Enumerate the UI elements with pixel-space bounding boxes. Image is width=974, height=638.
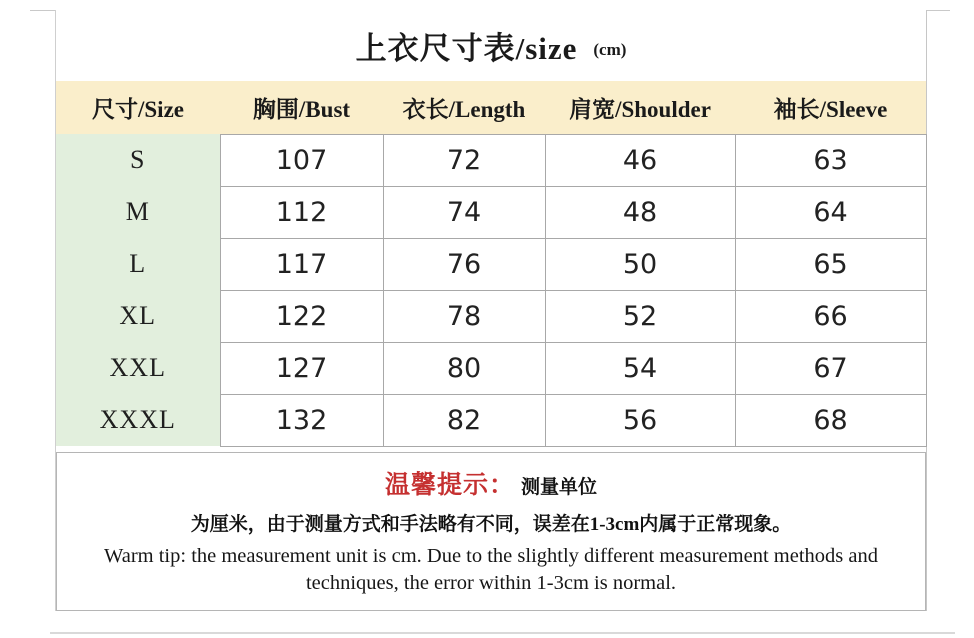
- size-table-header: [56, 81, 926, 134]
- bust-value: 127: [220, 342, 383, 394]
- sleeve-value: 64: [735, 186, 926, 238]
- sleeve-value: 68: [735, 394, 926, 446]
- warm-tip-zh-lead: 测量单位: [521, 476, 598, 498]
- size-table: [56, 81, 927, 447]
- shoulder-value: 50: [545, 238, 735, 290]
- length-value: 80: [383, 342, 545, 394]
- table-row: [56, 134, 926, 186]
- header-length: 衣长/Length: [383, 81, 545, 134]
- header-bust: 胸围/Bust: [220, 81, 383, 134]
- warm-tip-zh-body: 为厘米，由于测量方式和手法略有不同，误差在1-3cm内属于正常现象。: [190, 513, 792, 535]
- bust-value: 117: [220, 238, 383, 290]
- size-label: M: [56, 186, 220, 238]
- header-row: [56, 81, 926, 134]
- warm-tip-heading: [75, 465, 907, 501]
- sleeve-value: 67: [735, 342, 926, 394]
- length-value: 82: [383, 394, 545, 446]
- bottom-divider: [50, 632, 955, 634]
- header-size: 尺寸/Size: [56, 81, 220, 134]
- length-value: 72: [383, 134, 545, 186]
- shoulder-value: 46: [545, 134, 735, 186]
- length-value: 76: [383, 238, 545, 290]
- size-table-body: [56, 134, 926, 446]
- chart-title: 上衣尺寸表/size: [355, 31, 578, 66]
- shoulder-value: 56: [545, 394, 735, 446]
- header-shoulder: 肩宽/Shoulder: [545, 81, 735, 134]
- bust-value: 132: [220, 394, 383, 446]
- size-label: L: [56, 238, 220, 290]
- size-label: XXL: [56, 342, 220, 394]
- sleeve-value: 65: [735, 238, 926, 290]
- shoulder-value: 54: [545, 342, 735, 394]
- bust-value: 107: [220, 134, 383, 186]
- length-value: 74: [383, 186, 545, 238]
- sleeve-value: 66: [735, 290, 926, 342]
- warm-tip-english: Warm tip: the measurement unit is cm. Due to the slightly different measurement methods and techniques, the error within 1-3cm is normal.: [104, 544, 878, 595]
- size-label: S: [56, 134, 220, 186]
- shoulder-value: 52: [545, 290, 735, 342]
- table-row: [56, 342, 926, 394]
- chart-unit-label: (cm): [593, 39, 627, 59]
- size-label: XXXL: [56, 394, 220, 446]
- table-row: [56, 290, 926, 342]
- header-sleeve: 袖长/Sleeve: [735, 81, 926, 134]
- length-value: 78: [383, 290, 545, 342]
- warm-tip-box: [56, 452, 926, 611]
- bust-value: 122: [220, 290, 383, 342]
- warm-tip-label: 温馨提示：: [384, 471, 515, 499]
- size-chart-card: [55, 10, 927, 611]
- table-row: [56, 186, 926, 238]
- size-label: XL: [56, 290, 220, 342]
- shoulder-value: 48: [545, 186, 735, 238]
- table-row: [56, 394, 926, 446]
- chart-title-area: [56, 10, 926, 81]
- table-row: [56, 238, 926, 290]
- sleeve-value: 63: [735, 134, 926, 186]
- bust-value: 112: [220, 186, 383, 238]
